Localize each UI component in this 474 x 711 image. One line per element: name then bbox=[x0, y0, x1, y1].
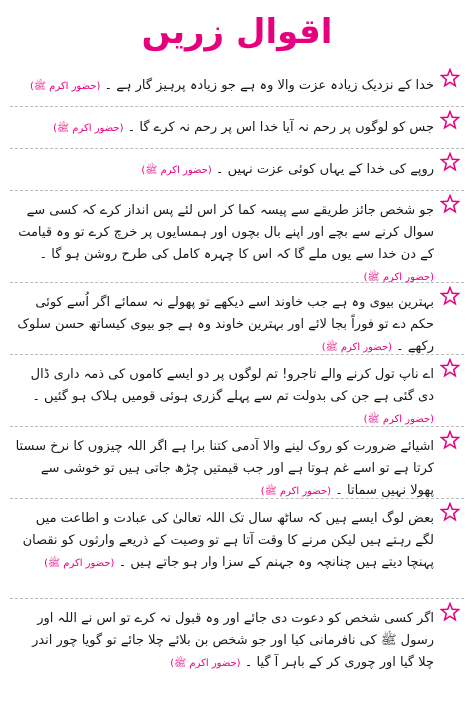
quote-item bbox=[10, 192, 464, 282]
quote-text: روپے کی خدا کے یہاں کوئی عزت نہیں ۔ bbox=[215, 162, 434, 177]
star-icon bbox=[440, 602, 460, 622]
quote-text: خدا کے نزدیک زیادہ عزت والا وہ ہے جو زیادہ پرہیز گار ہے ۔ bbox=[104, 78, 434, 93]
quote-attribution: (حضور اکرم ﷺ) bbox=[321, 342, 393, 353]
page-title: اقوال زریں bbox=[141, 12, 333, 52]
quote-item bbox=[10, 428, 464, 498]
star-icon bbox=[440, 358, 460, 378]
quote-attribution: (حضور اکرم ﷺ) bbox=[363, 414, 434, 425]
star-icon bbox=[440, 68, 460, 88]
quote-attribution: (حضور اکرم ﷺ) bbox=[170, 658, 241, 669]
quote-attribution: (حضور اکرم ﷺ) bbox=[53, 123, 124, 134]
quote-item bbox=[10, 66, 464, 106]
quote-text: اے ناپ تول کرنے والے تاجرو! تم لوگوں پر دو ایسے کاموں کی ذمہ داری ڈال دی گئی ہے جن کی بدولت تم سے پہلے گزری ہوئی قومیں ہلاک ہو گئیں ۔ bbox=[30, 367, 434, 404]
quote-item bbox=[10, 600, 464, 670]
quote-item bbox=[10, 500, 464, 598]
quote-item bbox=[10, 284, 464, 354]
quote-attribution: (حضور اکرم ﷺ) bbox=[44, 558, 115, 569]
quote-text: بہترین بیوی وہ ہے جب خاوند اسے دیکھے تو پھولے نہ سمائے اگر اُسے کوئی حکم دے تو فوراً بجا لائے اور بہترین خاوند وہ ہے جو بیوی کیساتھ حسن سلوک رکھے ۔ bbox=[17, 295, 434, 354]
quote-text: بعض لوگ ایسے ہیں کہ ساٹھ سال تک اللہ تعالیٰ کی عبادت و اطاعت میں لگے رہتے ہیں لیکن مرنے کا وقت آتا ہے تو وصیت کے ذریعے وارثوں کو نقصان پہنچا دیتے ہیں چنانچہ وہ جہنم کے سزا وار ہو جاتے ہیں ۔ bbox=[22, 511, 434, 570]
star-icon bbox=[440, 502, 460, 522]
star-icon bbox=[440, 194, 460, 214]
quote-item bbox=[10, 150, 464, 190]
quote-attribution: (حضور اکرم ﷺ) bbox=[363, 272, 434, 283]
quote-item bbox=[10, 108, 464, 148]
quotes-list bbox=[10, 66, 464, 670]
quote-attribution: (حضور اکرم ﷺ) bbox=[30, 81, 101, 92]
star-icon bbox=[440, 286, 460, 306]
quote-text: جس کو لوگوں پر رحم نہ آیا خدا اس پر رحم نہ کرے گا ۔ bbox=[127, 120, 434, 135]
quote-item bbox=[10, 356, 464, 426]
star-icon bbox=[440, 430, 460, 450]
star-icon bbox=[440, 110, 460, 130]
quote-attribution: (حضور اکرم ﷺ) bbox=[141, 165, 212, 176]
quote-attribution: (حضور اکرم ﷺ) bbox=[260, 486, 332, 497]
star-icon bbox=[440, 152, 460, 172]
quote-text: جو شخص جائز طریقے سے پیسہ کما کر اس لئے پس انداز کرے کہ کسی سے سوال کرنے سے بچے اور اپنے بال بچوں اور ہمسایوں پر خرچ کرے تو وہ قیامت کے دن خدا سے یوں ملے گا کہ اس کا چہرہ کامل کی طرح روشن ہو گا ۔ bbox=[18, 203, 434, 262]
quote-text: اشیائے ضرورت کو روک لینے والا آدمی کتنا برا ہے اگر اللہ چیزوں کا نرخ سستا کرتا ہے تو اسے غم ہوتا ہے اور جب قیمتیں چڑھ جاتی ہیں تو خوشی سے پھولا نہیں سماتا ۔ bbox=[15, 439, 434, 498]
quote-text: اگر کسی شخص کو دعوت دی جائے اور وہ قبول نہ کرے تو اس نے اللہ اور رسول ﷺ کی نافرمانی کیا اور جو شخص بن بلائے چلا جائے تو گویا چور اندر چلا گیا اور چوری کر کے باہر آ گیا ۔ bbox=[32, 611, 434, 670]
